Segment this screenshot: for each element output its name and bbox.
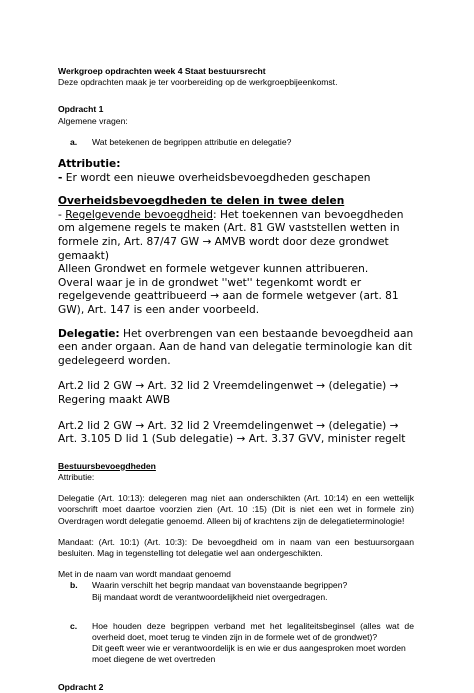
question-c-answer: Dit geeft weer wie er verantwoordelijk is en wie er dus aangesproken moet worden moet diegene de wet overtreden xyxy=(92,643,406,665)
attributie-line2: Alleen Grondwet en formele wetgever kunnen attribueren. xyxy=(58,263,369,276)
attributie-line xyxy=(58,172,414,186)
regel-prefix: - xyxy=(58,208,66,221)
regelgevende-paragraph xyxy=(58,209,414,263)
attributie-heading: Attributie: xyxy=(58,158,121,171)
question-c-marker: c. xyxy=(70,620,78,631)
document-title: Werkgroep opdrachten week 4 Staat bestuursrecht xyxy=(58,66,266,76)
regel-term: Regelgevende bevoegdheid xyxy=(65,208,214,221)
attributie-line3: Overal waar je in de grondwet ''wet'' tegenkomt wordt er regelgevende geattribueerd → aan de formele wetgever (art. 81 GW), Art. 147 is een ander voorbeeld. xyxy=(58,276,399,316)
bestuur-mandaat-paragraph: Mandaat: (Art. 10:1) (Art. 10:3): De bevoegdheid om in naam van een bestuursorgaan besluiten. Mag in tegenstelling tot delegatie wel aan ondergeschikten. xyxy=(58,536,414,558)
delegatie-text: Het overbrengen van een bestaande bevoegdheid aan een ander orgaan. Aan de hand van delegatie terminologie kan dit gedelegeerd worden. xyxy=(58,327,414,367)
bestuur-delegatie-paragraph: Delegatie (Art. 10:13): delegeren mag niet aan onderschikten (Art. 10:14) en een wettelijk voorschrift moet daartoe voorzien zien (Art. 10 :15) (Dit is niet een wet in formele zin) Overdragen wordt delegatie genoemd. Alleen bij of krachtens zijn de delegatieterminologie! xyxy=(58,493,414,526)
question-c-text: Hoe houden deze begrippen verband met het legaliteitsbeginsel (alles wat de overheid doet, moet terug te vinden zijn in de formele wet of de grondwet)? xyxy=(92,620,414,642)
question-a-text: Wat betekenen de begrippen attributie en delegatie? xyxy=(92,136,292,147)
question-b-answer: Bij mandaat wordt de verantwoordelijkheid niet overgedragen. xyxy=(92,591,328,602)
question-b-marker: b. xyxy=(70,580,78,591)
document-subtitle: Deze opdrachten maak je ter voorbereiding op de werkgroepbijeenkomst. xyxy=(58,77,338,88)
bestuur-attributie-label: Attributie: xyxy=(58,471,95,482)
opdracht1-heading: Opdracht 1 xyxy=(58,104,104,115)
regel-text: : Het toekennen van bevoegdheden om algemene regels te maken (Art. 81 GW vaststellen wetten in formele zin, Art. 87/47 GW → AMVB wordt door deze grondwet gemaakt) xyxy=(58,208,404,262)
bestuur-heading: Bestuursbevoegdheden xyxy=(58,460,156,471)
attributie-bullet: - xyxy=(58,171,63,184)
delegatie-example2: Art.2 lid 2 GW → Art. 32 lid 2 Vreemdelingenwet → (delegatie) → Art. 3.105 D lid 1 (Sub delegatie) → Art. 3.37 GVV, minister regelt xyxy=(58,419,406,446)
attributie-text: Er wordt een nieuwe overheidsbevoegdheden geschapen xyxy=(65,171,371,184)
question-a-marker: a. xyxy=(70,136,78,147)
question-a xyxy=(58,137,414,148)
delegatie-term: Delegatie: xyxy=(58,327,120,340)
opdracht2-heading: Opdracht 2 xyxy=(58,681,104,692)
delegatie-paragraph xyxy=(58,328,414,369)
question-b-text: Waarin verschilt het begrip mandaat van bovenstaande begrippen? xyxy=(92,580,348,591)
question-c xyxy=(58,621,414,643)
question-b xyxy=(58,580,414,591)
met-naam-line: Met in de naam van wordt mandaat genoemd xyxy=(58,569,231,580)
delegatie-example1: Art.2 lid 2 GW → Art. 32 lid 2 Vreemdelingenwet → (delegatie) → Regering maakt AWB xyxy=(58,380,399,406)
opdracht1-intro: Algemene vragen: xyxy=(58,115,128,126)
overheid-heading: Overheidsbevoegdheden te delen in twee delen xyxy=(58,195,345,208)
